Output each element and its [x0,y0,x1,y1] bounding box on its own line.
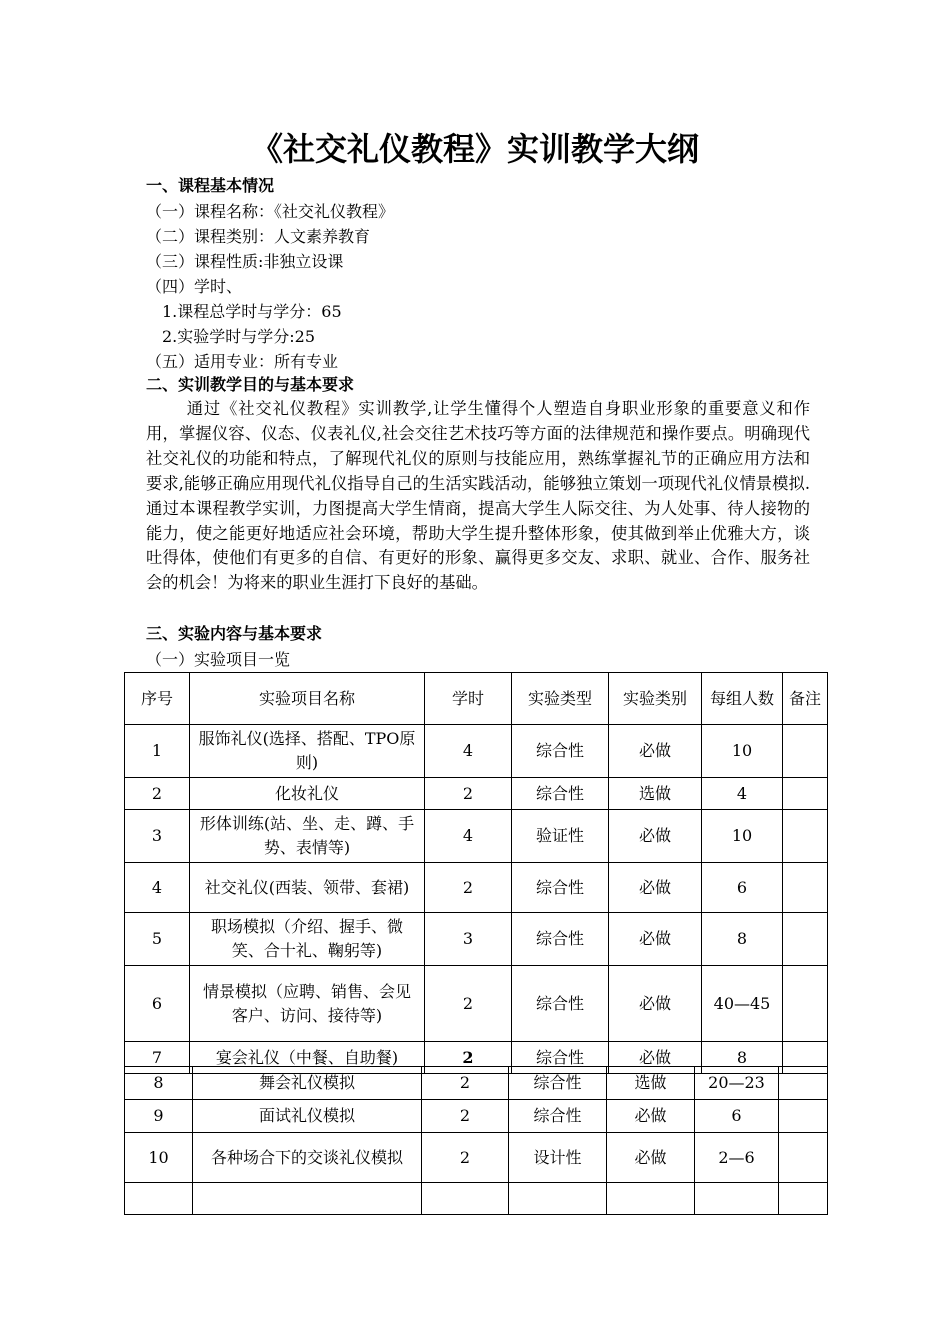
exp-type: 综合性 [509,1100,607,1133]
hours: 2 [425,1042,512,1074]
remark [783,778,828,810]
table-row [125,966,828,1042]
exp-type: 设计性 [509,1133,607,1183]
experiment-table-continued [124,1066,828,1215]
row-number: 7 [125,1042,190,1074]
row-number [125,1183,193,1215]
section-heading-2: 二、实训教学目的与基本要求 [146,375,355,394]
project-name: 职场模拟（介绍、握手、微笑、合十礼、鞠躬等) [190,913,425,966]
hours-line: （四）学时、 [146,277,243,296]
table-header-row [125,673,828,725]
header-cell: 实验类型 [512,673,609,725]
project-name: 社交礼仪(西装、领带、套裙) [190,863,425,913]
hours: 3 [425,913,512,966]
exp-type: 综合性 [512,1042,609,1074]
subsection-heading: （一）实验项目一览 [146,650,291,669]
hours: 4 [425,810,512,863]
hours: 4 [425,725,512,778]
exp-type: 综合性 [512,913,609,966]
group-size: 2—6 [695,1133,779,1183]
table-row [125,1100,828,1133]
table-row [125,725,828,778]
exp-type: 综合性 [509,1067,607,1100]
group-size: 8 [702,1042,783,1074]
exp-category: 必做 [609,966,702,1042]
project-name: 化妆礼仪 [190,778,425,810]
exp-type: 综合性 [512,863,609,913]
page-title: 《社交礼仪教程》实训教学大纲 [250,130,699,168]
project-name: 情景模拟（应聘、销售、会见客户、访问、接待等) [190,966,425,1042]
exp-category: 选做 [607,1067,695,1100]
hours: 2 [425,778,512,810]
hours: 2 [425,966,512,1042]
row-number: 9 [125,1100,193,1133]
remark [783,913,828,966]
objective-paragraph: 通过《社交礼仪教程》实训教学,让学生懂得个人塑造自身职业形象的重要意义和作用，掌握仪容、仪态、仪表礼仪,社会交往艺术技巧等方面的法律规范和操作要点。明确现代社交礼仪的功能和特点，了解现代礼仪的原则与技能应用，熟练掌握礼节的正确应用方法和要求,能够正确应用现代礼仪指导自己的生活实践活动，能够独立策划一项现代礼仪情景模拟.通过本课程教学实训，力图提高大学生情商，提高大学生人际交往、为人处事、待人接物的能力，使之能更好地适应社会环境，帮助大学生提升整体形象，使其做到举止优雅大方，谈吐得体，使他们有更多的自信、有更好的形象、赢得更多交友、求职、就业、合作、服务社会的机会！为将来的职业生涯打下良好的基础。 [146,399,810,593]
group-size: 4 [702,778,783,810]
remark [779,1100,828,1133]
project-name: 服饰礼仪(选择、搭配、TPO原则) [190,725,425,778]
group-size [695,1183,779,1215]
exp-type: 验证性 [512,810,609,863]
exp-category: 必做 [609,863,702,913]
section-heading-1: 一、课程基本情况 [146,176,275,195]
table-row [125,863,828,913]
row-number: 4 [125,863,190,913]
hours: 2 [422,1100,509,1133]
header-cell: 备注 [783,673,828,725]
hours: 2 [422,1133,509,1183]
course-category-line: （二）课程类别：人文素养教育 [146,227,371,246]
exp-category: 必做 [609,810,702,863]
row-number: 5 [125,913,190,966]
course-name-line: （一）课程名称：《社交礼仪教程》 [146,202,395,221]
row-number: 2 [125,778,190,810]
row-number: 1 [125,725,190,778]
header-cell: 实验项目名称 [190,673,425,725]
major-line: （五）适用专业：所有专业 [146,352,339,371]
section-heading-3: 三、实验内容与基本要求 [146,624,323,643]
exp-type: 综合性 [512,725,609,778]
total-hours-line: 1.课程总学时与学分：65 [162,302,342,321]
group-size: 6 [695,1100,779,1133]
remark [779,1067,828,1100]
remark [783,863,828,913]
table-row [125,1133,828,1183]
group-size: 10 [702,725,783,778]
project-name: 舞会礼仪模拟 [193,1067,422,1100]
group-size: 10 [702,810,783,863]
header-cell: 序号 [125,673,190,725]
course-nature-line: （三）课程性质:非独立设课 [146,252,344,271]
remark [779,1183,828,1215]
exp-category: 必做 [609,1042,702,1074]
table-row-empty [125,1183,828,1215]
header-cell: 每组人数 [702,673,783,725]
exp-category: 选做 [609,778,702,810]
table-row [125,810,828,863]
exp-type [509,1183,607,1215]
group-size: 6 [702,863,783,913]
lab-hours-line: 2.实验学时与学分:25 [162,327,316,346]
remark [779,1133,828,1183]
project-name: 各种场合下的交谈礼仪模拟 [193,1133,422,1183]
hours: 2 [422,1067,509,1100]
hours [422,1183,509,1215]
group-size: 20—23 [695,1067,779,1100]
header-cell: 实验类别 [609,673,702,725]
exp-category [607,1183,695,1215]
project-name: 面试礼仪模拟 [193,1100,422,1133]
row-number: 6 [125,966,190,1042]
project-name: 宴会礼仪（中餐、自助餐) [190,1042,425,1074]
exp-category: 必做 [609,913,702,966]
exp-type: 综合性 [512,778,609,810]
hours: 2 [425,863,512,913]
row-number: 3 [125,810,190,863]
remark [783,966,828,1042]
group-size: 40—45 [702,966,783,1042]
table-row [125,1067,828,1100]
exp-type: 综合性 [512,966,609,1042]
remark [783,810,828,863]
exp-category: 必做 [607,1100,695,1133]
table-row [125,778,828,810]
exp-category: 必做 [607,1133,695,1183]
project-name: 形体训练(站、坐、走、蹲、手势、表情等) [190,810,425,863]
row-number: 10 [125,1133,193,1183]
remark [783,725,828,778]
exp-category: 必做 [609,725,702,778]
experiment-table [124,672,828,1074]
table-row [125,913,828,966]
group-size: 8 [702,913,783,966]
header-cell: 学时 [425,673,512,725]
project-name [193,1183,422,1215]
row-number: 8 [125,1067,193,1100]
